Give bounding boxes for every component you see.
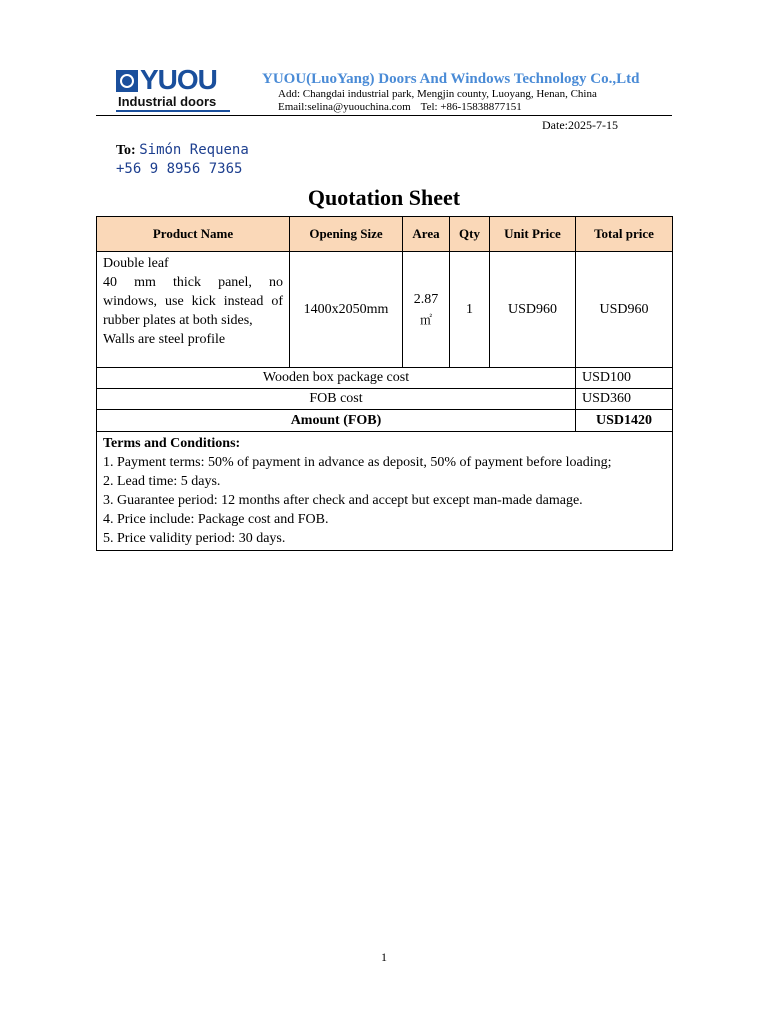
- opening-size-cell: 1400x2050mm: [290, 252, 403, 368]
- column-header: Opening Size: [290, 217, 403, 252]
- recipient-phone: +56 9 8956 7365: [116, 161, 243, 177]
- table-row: [97, 368, 673, 389]
- cost-value: USD100: [576, 368, 673, 389]
- terms-item: 2. Lead time: 5 days.: [103, 474, 221, 489]
- total-price-cell: USD960: [576, 252, 673, 368]
- column-header: Area: [403, 217, 450, 252]
- company-logo: [116, 64, 230, 112]
- logo-word: YUOU: [140, 64, 217, 95]
- company-name: YUOU(LuoYang) Doors And Windows Technology Co.,Ltd: [262, 71, 640, 87]
- company-address: Add: Changdai industrial park, Mengjin county, Luoyang, Henan, China: [278, 88, 597, 100]
- logo-underline: [116, 110, 230, 112]
- column-header: Product Name: [97, 217, 290, 252]
- terms-item: 4. Price include: Package cost and FOB.: [103, 512, 329, 527]
- table-row: [97, 252, 673, 368]
- product-name-cell: [97, 252, 290, 368]
- terms-item: 3. Guarantee period: 12 months after check and accept but except man-made damage.: [103, 493, 583, 508]
- product-name: Double leaf: [103, 256, 169, 271]
- quotation-table: [96, 216, 673, 551]
- unit-price-cell: USD960: [490, 252, 576, 368]
- cost-value: USD360: [576, 389, 673, 410]
- product-walls: Walls are steel profile: [103, 332, 226, 347]
- globe-icon: [116, 70, 138, 92]
- company-contact: [278, 101, 522, 113]
- qty-cell: 1: [450, 252, 490, 368]
- terms-item: 5. Price validity period: 30 days.: [103, 531, 286, 546]
- header-divider: [96, 115, 672, 116]
- logo-subtitle: Industrial doors: [118, 94, 217, 109]
- terms-row: [97, 432, 673, 551]
- table-row: [97, 410, 673, 432]
- area-value: 2.87: [413, 291, 439, 307]
- page-number: 1: [381, 950, 387, 964]
- quote-date: Date:2025-7-15: [542, 118, 618, 132]
- area-unit: ㎡: [419, 312, 432, 327]
- amount-value: USD1420: [576, 410, 673, 432]
- amount-label: Amount (FOB): [97, 410, 576, 432]
- recipient-name: Simón Requena: [139, 142, 249, 158]
- column-header: Unit Price: [490, 217, 576, 252]
- table-header-row: [97, 217, 673, 252]
- area-cell: [403, 252, 450, 368]
- column-header: Total price: [576, 217, 673, 252]
- terms-heading: Terms and Conditions:: [103, 436, 241, 451]
- company-tel: Tel: +86-15838877151: [420, 101, 522, 113]
- terms-cell: [97, 432, 673, 551]
- recipient-line: [116, 142, 249, 159]
- product-description: 40 mm thick panel, no windows, use kick instead of rubber plates at both sides,: [103, 275, 283, 328]
- column-header: Qty: [450, 217, 490, 252]
- to-label: To:: [116, 143, 136, 158]
- company-email: Email:selina@yuouchina.com: [278, 101, 411, 113]
- page-title: Quotation Sheet: [307, 185, 461, 210]
- cost-label: FOB cost: [97, 389, 576, 410]
- terms-item: 1. Payment terms: 50% of payment in advance as deposit, 50% of payment before loading;: [103, 455, 612, 470]
- table-row: [97, 389, 673, 410]
- cost-label: Wooden box package cost: [97, 368, 576, 389]
